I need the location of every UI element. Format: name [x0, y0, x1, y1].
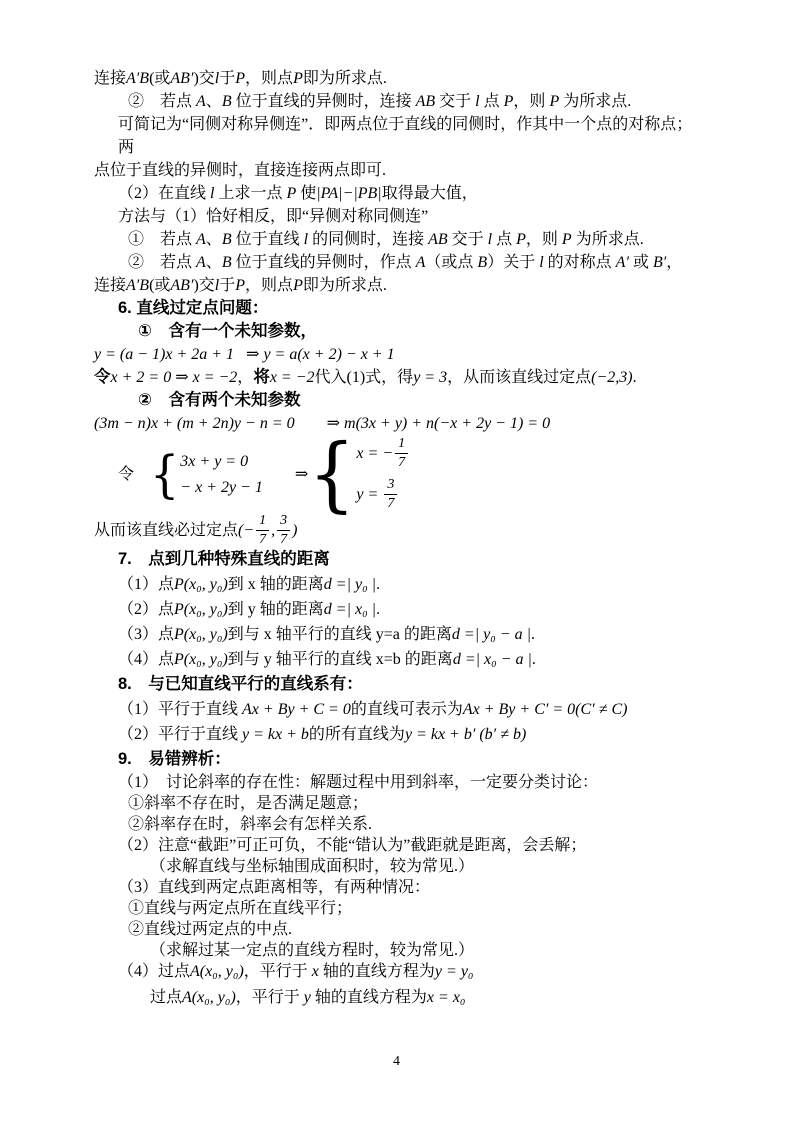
equation-system: { x = − $\frac{1}{7}$ y = $\frac{3}{7}$ [308, 437, 410, 511]
list-item: ① 若点 A、B 位于直线 l 的同侧时，连接 AB 交于 l 点 P，则 P 为所求点. [128, 231, 644, 248]
list-item: ①斜率不存在时，是否满足题意； [128, 795, 369, 812]
list-item: ②斜率存在时，斜率会有怎样关系. [128, 816, 373, 833]
list-item: （3）点P(x₀, y₀)到与 x 轴平行的直线 y=a 的距离d =| y₀ − a |. [118, 626, 535, 643]
list-item: ②直线过两定点的中点. [128, 921, 293, 938]
text-line: 可简记为“同侧对称异侧连”．即两点位于直线的同侧时，作其中一个点的对称点；两 [118, 116, 693, 156]
section-heading: 6. 直线过定点问题： [118, 299, 269, 317]
list-item: （1）点P(x₀, y₀)到 x 轴的距离d =| y₀ |. [118, 576, 381, 593]
text-line: （2）在直线 l 上求一点 P 使|PA|−|PB|取得最大值， [118, 185, 478, 202]
list-item: （4）过点A(x₀, y₀)，平行于 x 轴的直线方程为y = y₀ [118, 963, 474, 980]
list-item: （3）直线到两定点距离相等，有两种情况： [118, 879, 431, 896]
list-item: （4）点P(x₀, y₀)到与 y 轴平行的直线 x=b 的距离d =| x₀ − a |. [118, 651, 536, 668]
section-heading: 8. 与已知直线平行的直线系有： [118, 675, 363, 693]
fraction: $\frac{1}{7}$ [395, 437, 408, 470]
list-item: ② 若点 A、B 位于直线的异侧时，连接 AB 交于 l 点 P，则 P 为所求点. [128, 93, 632, 110]
list-item: ② 若点 A、B 位于直线的异侧时，作点 A（或点 B）关于 l 的对称点 A′ 或 B′， [128, 254, 683, 271]
document-body [94, 67, 705, 1008]
fraction: $\frac{3}{7}$ [384, 478, 397, 511]
sub-heading: ② 含有两个未知参数 [138, 391, 301, 409]
list-item: （2）点P(x₀, y₀)到 y 轴的距离d =| x₀ |. [118, 601, 381, 618]
note-line: （求解过某一定点的直线方程时，较为常见.） [150, 942, 475, 959]
list-item: ①直线与两定点所在直线平行； [128, 900, 353, 917]
note-line: （求解直线与坐标轴围成面积时，较为常见.） [150, 858, 475, 875]
text-line: 方法与（1）恰好相反，即“异侧对称同侧连” [118, 208, 429, 225]
text-line: 连接A′B(或AB′)交l于P，则点P即为所求点. [94, 277, 387, 294]
list-item: （1） 讨论斜率的存在性：解题过程中用到斜率，一定要分类讨论： [118, 774, 599, 791]
fraction: $\frac{3}{7}$ [277, 514, 290, 547]
sub-heading: ① 含有一个未知参数， [138, 322, 317, 340]
fraction: $\frac{1}{7}$ [256, 514, 269, 547]
text-line: 连接A′B(或AB′)交l于P，则点P即为所求点. [94, 70, 387, 87]
text-line: 点位于直线的异侧时，直接连接两点即可. [94, 162, 387, 179]
list-item: （2）注意“截距”可正可负，不能“错认为”截距就是距离，会丢解； [118, 837, 587, 854]
equation-system-line: 令 { 3x + y = 0 − x + 2y − 1 ⇒ { x = − $\frac{1}{7}$ y = $\frac{3}{7}$ [94, 435, 705, 513]
section-heading: 7. 点到几种特殊直线的距离 [118, 550, 330, 568]
equation-line: (3m − n)x + (m + 2n)y − n = 0 ⇒ m(3x + y) + n(−x + 2y − 1) = 0 [94, 415, 551, 432]
equation-line: y = (a − 1)x + 2a + 1 ⇒ y = a(x + 2) − x + 1 [94, 346, 395, 363]
list-item: （2）平行于直线 y = kx + b的所有直线为y = kx + b′ (b′ ≠ b) [118, 726, 527, 743]
page-number: 4 [393, 1054, 400, 1069]
text-line: 从而该直线必过定点 (− $\frac{1}{7}$ , $\frac{3}{7}$ ) [94, 512, 298, 547]
text-line: 令x + 2 = 0 ⇒ x = −2，将x = −2代入(1)式，得y = 3，从而该直线过定点(−2,3). [94, 368, 637, 386]
list-item: （1）平行于直线 Ax + By + C = 0的直线可表示为Ax + By + C′ = 0(C′ ≠ C) [118, 701, 628, 718]
text-line: 过点A(x₀, y₀)，平行于 y 轴的直线方程为x = x₀ [150, 989, 466, 1006]
section-heading: 9. 易错辨析： [118, 750, 231, 768]
equation-system: { 3x + y = 0 − x + 2y − 1 [150, 444, 263, 504]
